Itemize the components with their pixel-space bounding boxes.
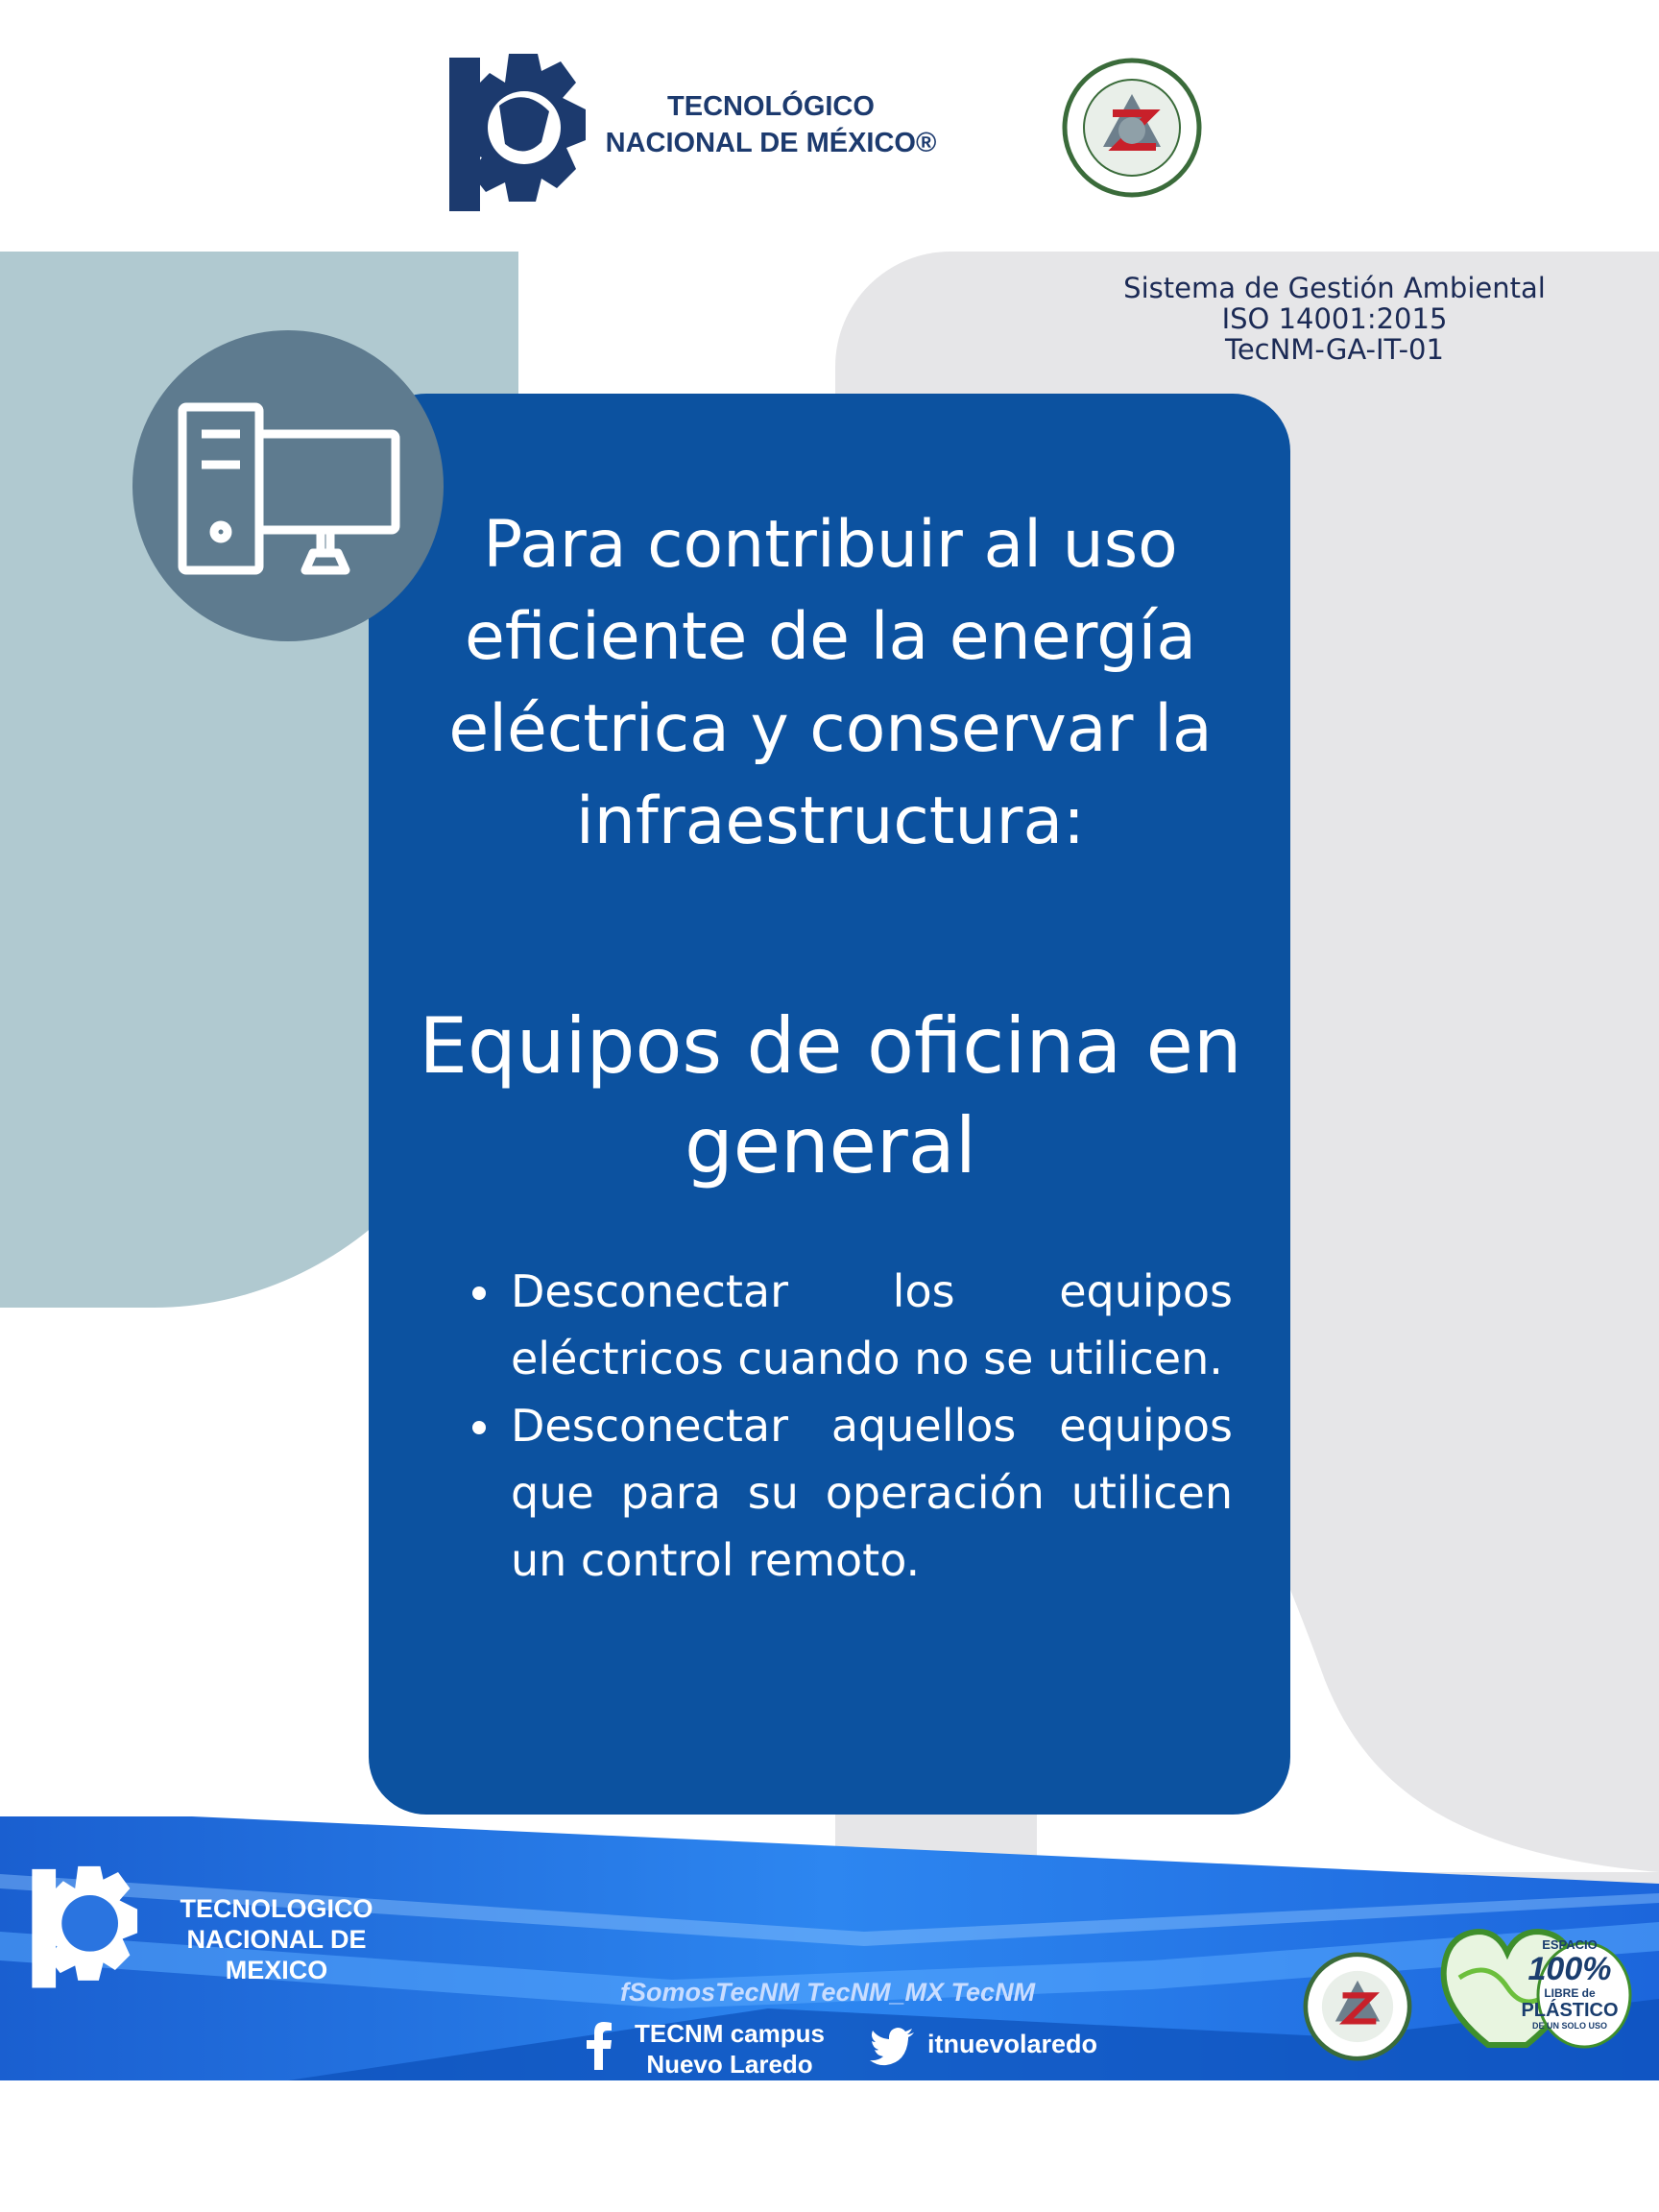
twitter-handle: itnuevolaredo (927, 2030, 1098, 2058)
tecnm-brand-text (603, 88, 939, 161)
footer-gear-logo-icon (23, 1839, 148, 2003)
itnl-seal-icon (1060, 56, 1204, 200)
brand-line-2: NACIONAL DE MÉXICO® (605, 128, 937, 158)
footer-brand-line-1: TECNOLOGICO (180, 1894, 373, 1923)
tecnm-gear-logo-icon (442, 19, 595, 230)
tips-list (469, 1258, 1233, 1594)
system-line-2: ISO 14001:2015 (1221, 302, 1448, 335)
footer-itnl-seal-icon (1302, 1951, 1413, 2062)
system-line-1: Sistema de Gestión Ambiental (1123, 272, 1546, 304)
social-accounts-line: fSomosTecNM TecNM_MX TecNM (620, 1978, 1036, 2007)
facebook-line-2: Nuevo Laredo (646, 2050, 813, 2079)
twitter-icon (870, 2028, 914, 2066)
brand-line-1: TECNOLÓGICO (667, 91, 875, 122)
facebook-icon (584, 2022, 613, 2070)
computer-icon-badge (132, 330, 444, 641)
list-item: Desconectar aquellos equipos que para su operación utilicen un control remoto. (469, 1392, 1233, 1594)
intro-text: Para contribuir al uso eficiente de la energía eléctrica y conservar la infraestructura: (448, 507, 1213, 859)
facebook-line-1: TECNM campus (635, 2019, 825, 2048)
badge-line-3: LIBRE de (1544, 1986, 1596, 2000)
environmental-system-label (1046, 273, 1623, 365)
footer-brand-text (152, 1893, 401, 1985)
desktop-computer-icon (132, 330, 444, 641)
badge-line-1: ESPACIO (1542, 1937, 1598, 1952)
system-line-3: TecNM-GA-IT-01 (1225, 333, 1444, 366)
plastic-free-badge-text (1507, 1937, 1632, 2031)
footer-brand-line-2: NACIONAL DE MEXICO (186, 1925, 367, 1984)
badge-line-2: 100% (1527, 1951, 1612, 1987)
badge-line-4: PLÁSTICO (1521, 2000, 1619, 2021)
topic-title: Equipos de oficina en general (419, 1001, 1242, 1190)
list-item: Desconectar los equipos eléctricos cuando no se utilicen. (469, 1258, 1233, 1392)
badge-line-5: DE UN SOLO USO (1531, 2021, 1607, 2031)
facebook-page-name (614, 2018, 845, 2080)
